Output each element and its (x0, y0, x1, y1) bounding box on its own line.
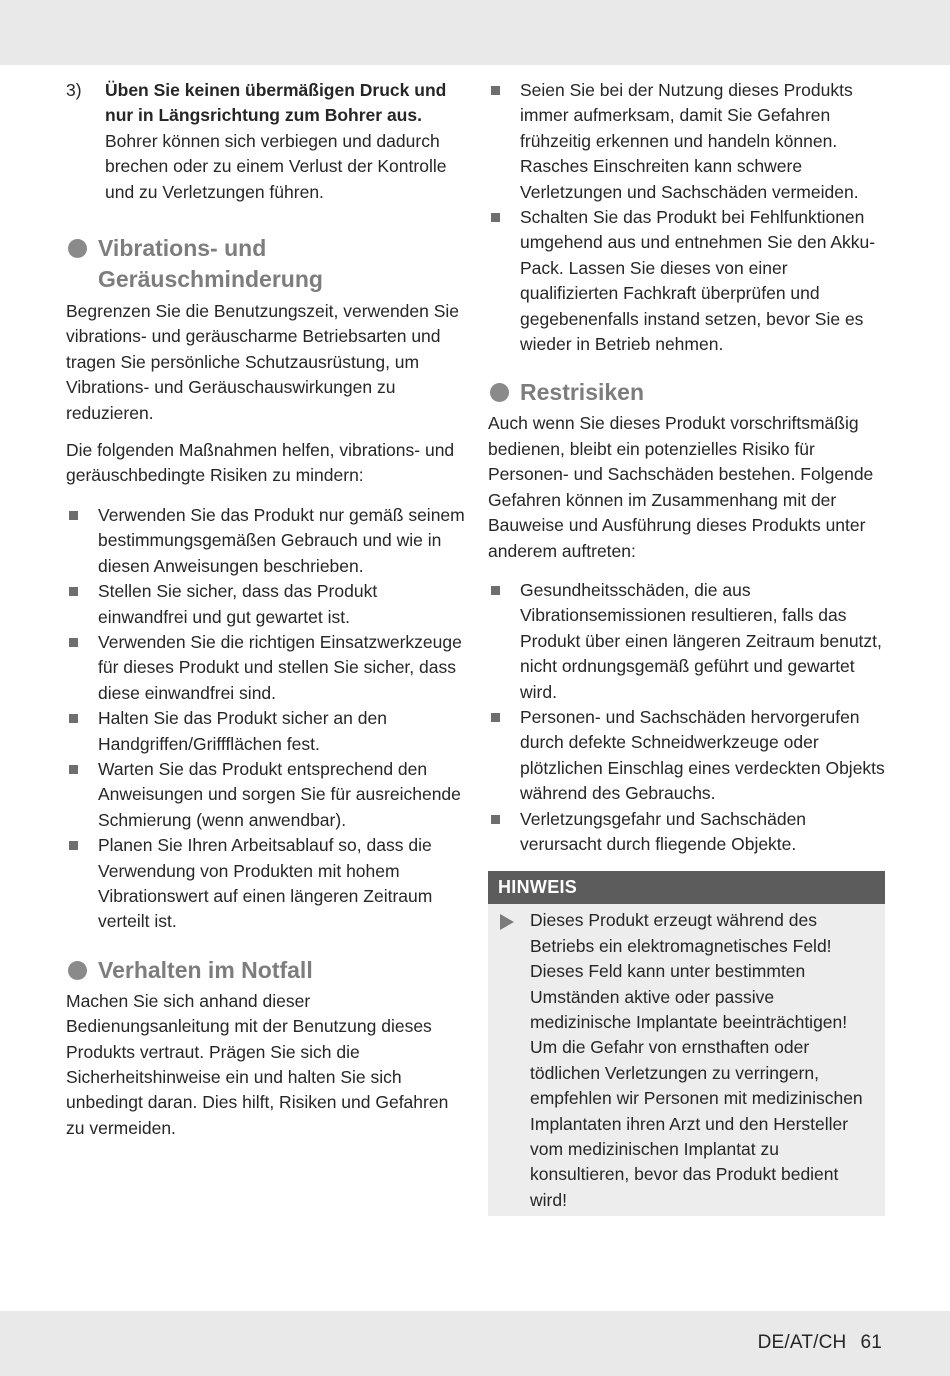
hinweis-text: Dieses Produkt erzeugt während des Betriebs ein elektromagnetisches Feld! Dieses Feld kann unter bestimmten Umständen aktive oder passive medizinische Implantate beeinträchtigen! Um die Gefahr von ernsthaften oder tödlichen Verletzungen zu verringern, empfehlen wir Personen mit medizinischen Implantaten ihren Arzt und den Hersteller vom medizinischen Implantat zu konsultieren, bevor das Produkt bedient wird! (530, 910, 863, 1210)
list-item: Stellen Sie sicher, dass das Produkt einwandfrei und gut gewartet ist. (66, 579, 466, 630)
list-item: Planen Sie Ihren Arbeitsablauf so, dass die Verwendung von Produkten mit hohem Vibrationswert auf einen längeren Zeitraum verteilt ist. (66, 833, 466, 935)
list-item: Verletzungsgefahr und Sachschäden verursacht durch fliegende Objekte. (488, 807, 888, 858)
footer-region: DE/AT/CH (757, 1332, 847, 1353)
square-bullet-icon (491, 213, 500, 222)
left-column (66, 78, 466, 1141)
square-bullet-icon (69, 714, 78, 723)
numbered-item-3 (66, 78, 466, 205)
page-footer (758, 1332, 882, 1354)
square-bullet-icon (69, 765, 78, 774)
notfall-paragraph: Machen Sie sich anhand dieser Bedienungsanleitung mit der Benutzung dieses Produkts vertraut. Prägen Sie sich die Sicherheitshinweise ein und halten Sie sich unbedingt daran. Dies hilft, Risiken und Gefahren zu vermeiden. (66, 990, 449, 1138)
square-bullet-icon (69, 841, 78, 850)
right-column (488, 78, 888, 1216)
item-text: Bohrer können sich verbiegen und dadurch brechen oder zu einem Verlust der Kontrolle und zu Verletzungen führen. (105, 130, 447, 202)
safety-bullet-list (488, 78, 888, 357)
section-title-vibration: Vibrations- und Geräuschminderung (66, 233, 398, 295)
list-item: Warten Sie das Produkt entsprechend den Anweisungen und sorgen Sie für ausreichende Schmierung (wenn anwendbar). (66, 757, 466, 833)
hinweis-box (488, 871, 885, 1216)
item-bold-text: Üben Sie keinen übermäßigen Druck und nur in Längsrichtung zum Bohrer aus. (105, 80, 447, 126)
page-number: 61 (860, 1332, 882, 1353)
restrisiken-paragraph: Auch wenn Sie dieses Produkt vorschriftsmäßig bedienen, bleibt ein potenzielles Risiko für Personen- und Sachschäden bestehen. Folgende Gefahren können im Zusammenhang mit der Bauweise und Ausführung dieses Produkts unter anderem auftreten: (488, 413, 874, 561)
list-item: Halten Sie das Produkt sicher an den Handgriffen/Griffflächen fest. (66, 706, 466, 757)
hinweis-title: HINWEIS (488, 871, 885, 904)
bullet-dot-icon (68, 239, 87, 258)
section-title-notfall: Verhalten im Notfall (66, 955, 466, 986)
list-item: Gesundheitsschäden, die aus Vibrationsemissionen resultieren, falls das Produkt über einen längeren Zeitraum benutzt, nicht ordnungsgemäß geführt und gewartet wird. (488, 578, 888, 705)
list-item: Verwenden Sie das Produkt nur gemäß seinem bestimmungsgemäßen Gebrauch und wie in diesen Anweisungen beschrieben. (66, 503, 466, 579)
square-bullet-icon (491, 815, 500, 824)
list-item: Verwenden Sie die richtigen Einsatzwerkzeuge für dieses Produkt und stellen Sie sicher, dass diese einwandfrei sind. (66, 630, 466, 706)
arrow-right-icon (500, 914, 514, 930)
section-title-restrisiken: Restrisiken (488, 377, 888, 408)
vibration-paragraph-2: Die folgenden Maßnahmen helfen, vibrations- und geräuschbedingte Risiken zu mindern: (66, 440, 455, 486)
list-item: Seien Sie bei der Nutzung dieses Produkts immer aufmerksam, damit Sie Gefahren frühzeitig erkennen und handeln können. Rasches Einschreiten kann schwere Verletzungen und Sachschäden vermeiden. (488, 78, 888, 205)
item-number: 3) (66, 80, 82, 100)
bullet-dot-icon (490, 383, 509, 402)
square-bullet-icon (69, 511, 78, 520)
list-item: Personen- und Sachschäden hervorgerufen durch defekte Schneidwerkzeuge oder plötzlichen Einschlag eines verdeckten Objekts während des Gebrauchs. (488, 705, 888, 807)
square-bullet-icon (491, 713, 500, 722)
bullet-dot-icon (68, 961, 87, 980)
list-item: Schalten Sie das Produkt bei Fehlfunktionen umgehend aus und entnehmen Sie den Akku-Pack. Lassen Sie dieses von einer qualifizierten Fachkraft überprüfen und gegebenenfalls instand setzen, bevor Sie es wieder in Betrieb nehmen. (488, 205, 888, 357)
header-band (0, 0, 950, 65)
square-bullet-icon (69, 587, 78, 596)
square-bullet-icon (491, 86, 500, 95)
square-bullet-icon (69, 638, 78, 647)
hinweis-body (488, 904, 885, 1216)
vibration-bullet-list (66, 503, 466, 935)
restrisiken-bullet-list (488, 578, 888, 857)
square-bullet-icon (491, 586, 500, 595)
vibration-paragraph-1: Begrenzen Sie die Benutzungszeit, verwenden Sie vibrations- und geräuscharme Betriebsarten und tragen Sie persönliche Schutzausrüstung, um Vibrations- und Geräuschauswirkungen zu reduzieren. (66, 301, 460, 423)
